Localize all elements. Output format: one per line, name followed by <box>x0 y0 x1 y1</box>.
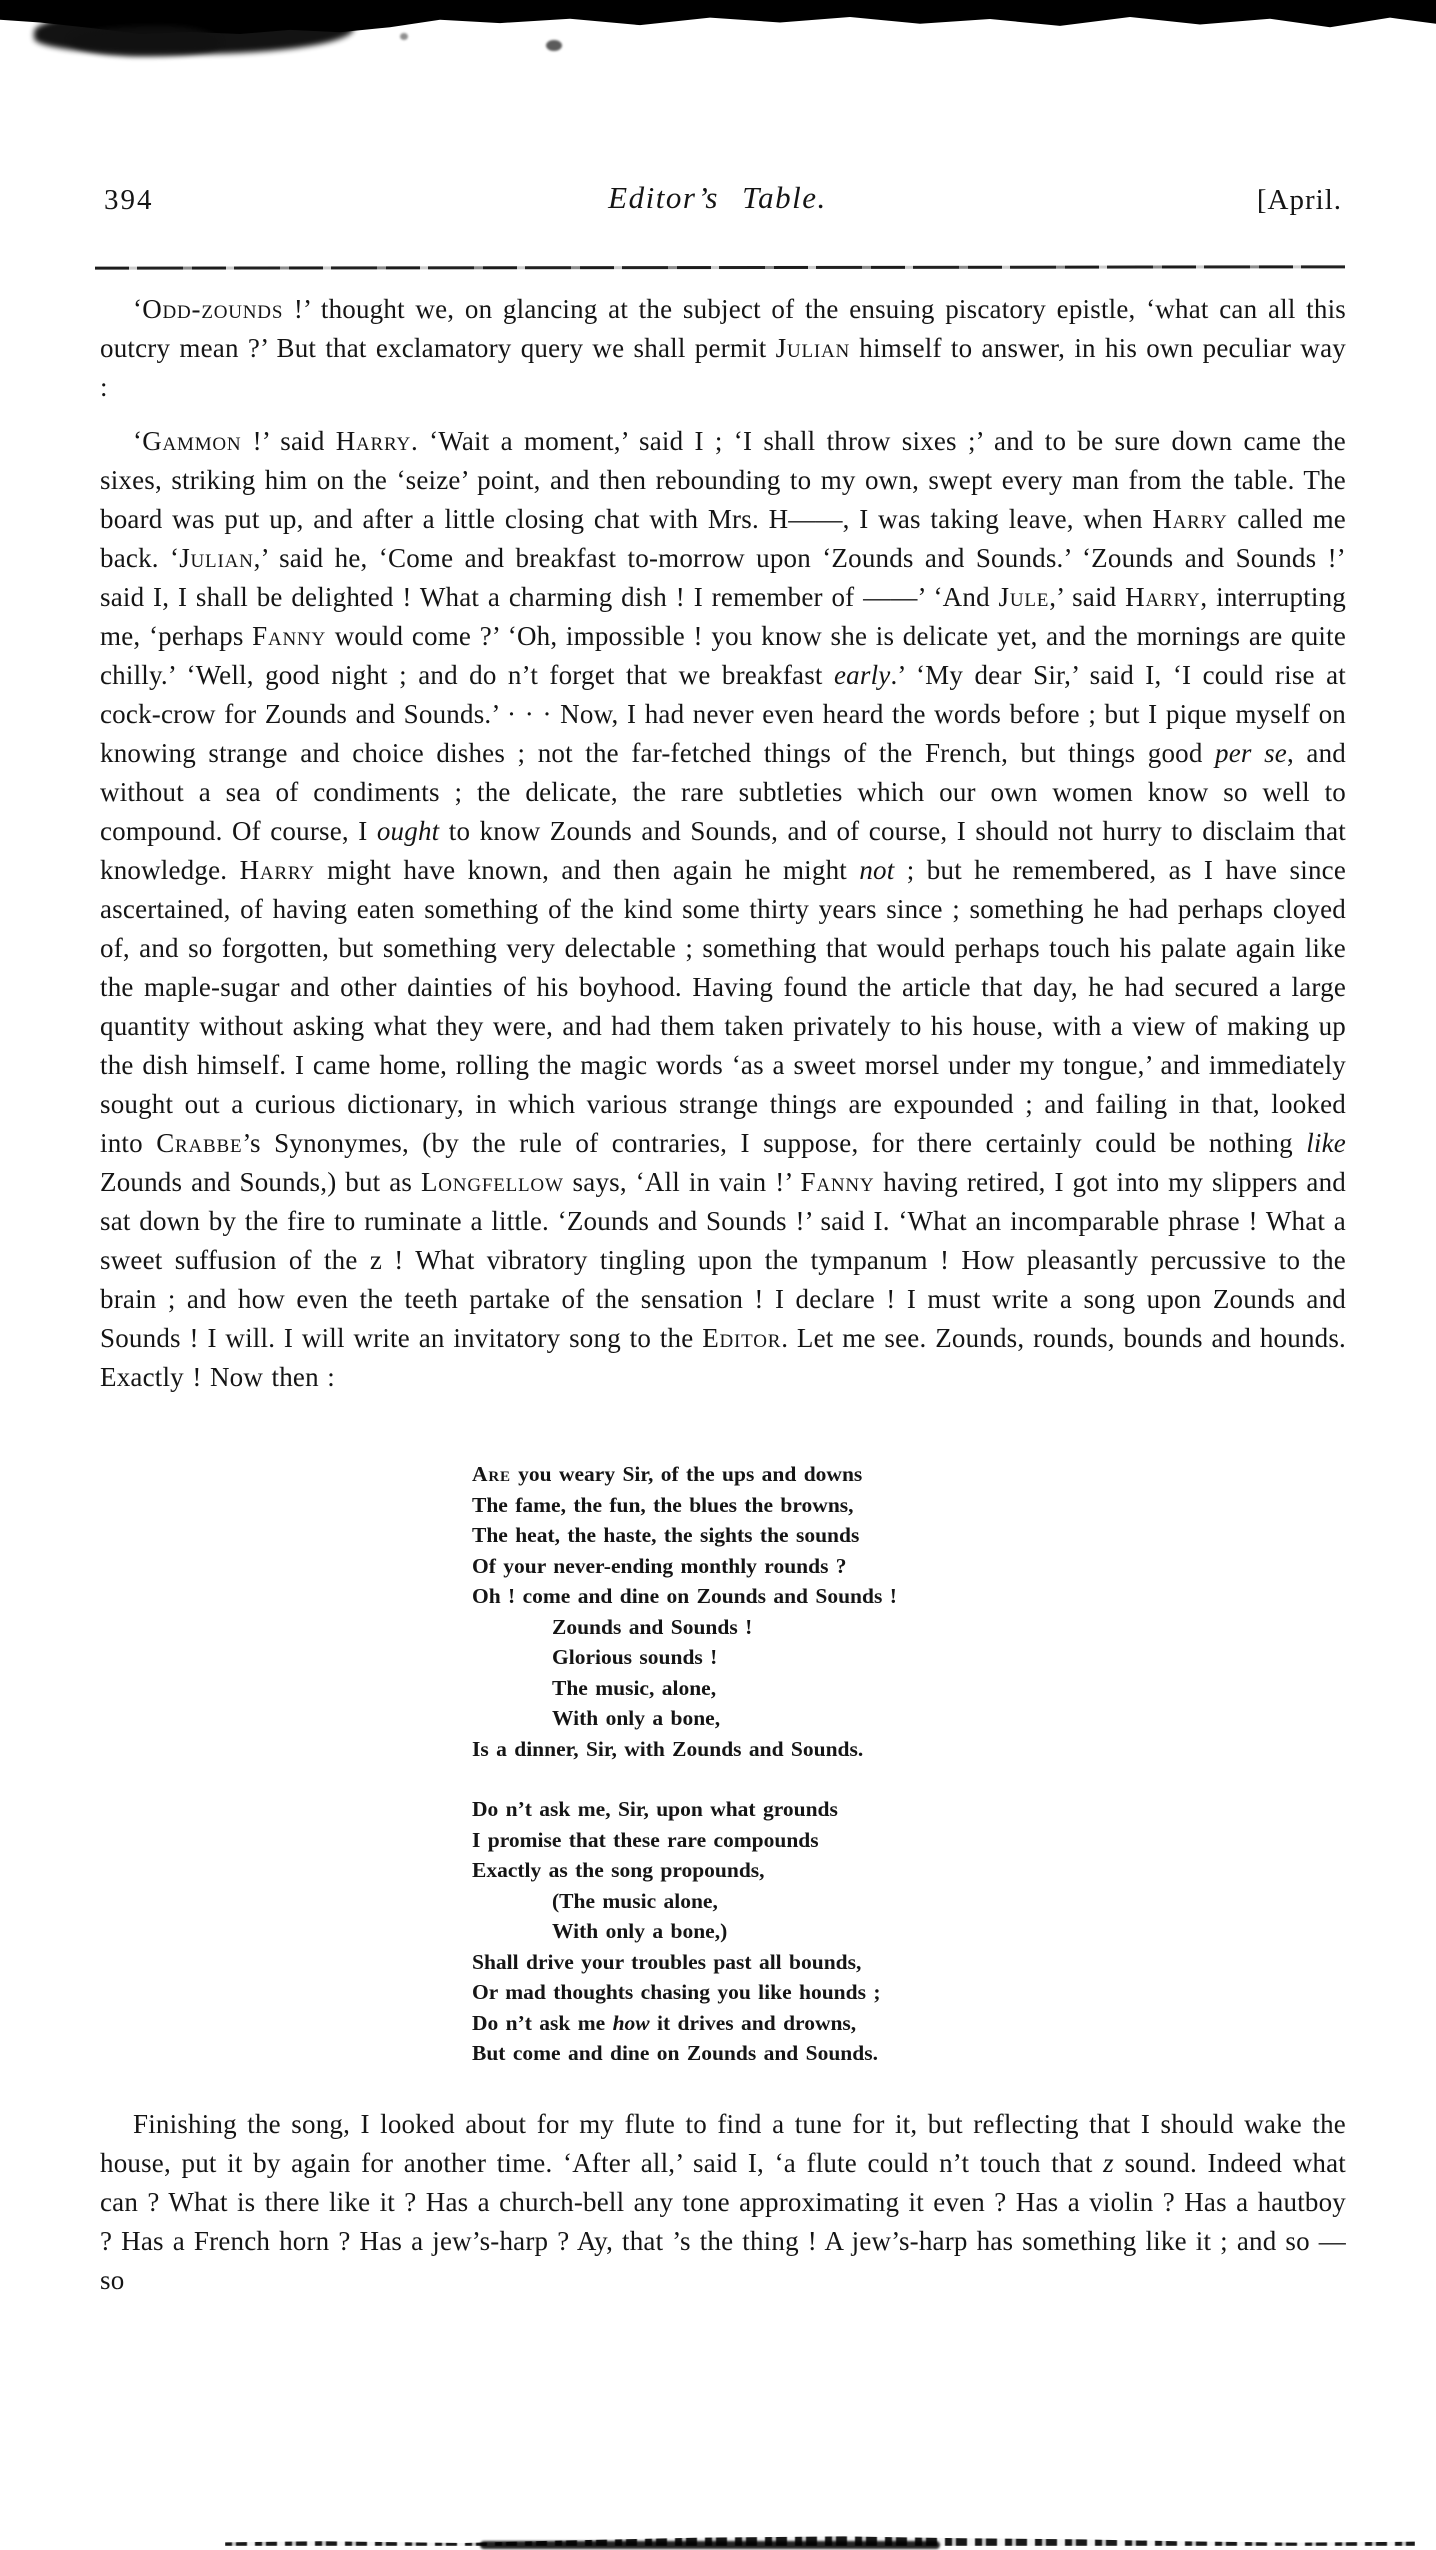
poem-line <box>472 2008 952 2039</box>
text-segment: ‘ <box>133 426 143 456</box>
text-segment: Are <box>472 1462 511 1486</box>
text-segment: The heat, the haste, the sights the sounds <box>472 1523 860 1547</box>
poem-stanza <box>472 1794 952 2069</box>
text-segment: z <box>1103 2147 1114 2178</box>
text-segment: !’ said <box>241 426 336 456</box>
text-segment: With only a bone, <box>552 1706 721 1730</box>
poem-line <box>472 1551 952 1582</box>
scan-speck <box>400 33 408 40</box>
text-segment: ,’ said <box>1049 582 1126 612</box>
article-body <box>100 290 1346 2300</box>
text-segment: . Let me see. Zounds, rounds, bounds and hounds. Exactly ! Now then : <box>100 1323 1346 1392</box>
text-segment: having retired, I got into my slippers and sat down by the fire to ruminate a little. ‘Zounds and Sounds !’ said I. ‘What an incomparable phrase ! What a sweet suffusion of the z ! What vibratory tingling upon the tympanum ! How pleasantly percussive to the brain ; and how even the teeth partake of the sensation ! I declare ! I must write a song upon Zounds and Sounds ! I will. I will write an invitatory song to the <box>100 1167 1346 1353</box>
text-segment: per se <box>1215 738 1287 768</box>
text-segment: Harry <box>1125 582 1201 612</box>
running-header <box>104 178 1344 224</box>
poem-line <box>472 1459 952 1490</box>
paragraph <box>100 422 1346 1397</box>
text-segment: Harry <box>1152 504 1228 534</box>
text-segment: ,’ said he, ‘Come and breakfast to-morrow upon ‘Zounds and Sounds.’ ‘Zounds and Sounds !’ said I, I shall be delighted ! What a charming dish ! I remember of ——’ ‘And <box>100 543 1346 612</box>
text-segment: Harry <box>335 426 411 456</box>
text-segment: , interrupting me, ‘perhaps <box>100 582 1346 651</box>
text-segment: .’ ‘My dear Sir,’ said I, ‘I could rise at cock-crow for Zounds and Sounds.’ · · · Now, I had never even heard the words before ; but I pique myself on knowing strange and choice dishes ; not the far-fetched things of the French, but things good <box>100 660 1346 768</box>
text-segment: Do n’t ask me, Sir, upon what grounds <box>472 1797 838 1821</box>
poem-line <box>472 1855 952 1886</box>
text-segment: The fame, the fun, the blues the browns, <box>472 1492 854 1517</box>
text-segment: to know Zounds and Sounds, and of course, I should not hurry to disclaim that knowledge. <box>100 816 1346 885</box>
ink-smudge <box>70 26 220 56</box>
poem-line <box>472 1734 952 1765</box>
text-segment: Of your never-ending monthly rounds ? <box>472 1553 847 1578</box>
text-segment: Zounds and Sounds ! <box>552 1614 753 1639</box>
text-segment: ought <box>376 816 440 846</box>
text-segment: Fanny <box>252 621 327 651</box>
text-segment: might have known, and then again he might <box>314 855 860 885</box>
text-segment: . ‘Wait a moment,’ said I ; ‘I shall throw sixes ;’ and to be sure down came the sixes, striking him on the ‘seize’ point, and then rebounding to my own, swept every man from the table. The board was put up, and after a little closing chat with Mrs. H——, I was taking leave, when <box>100 426 1346 534</box>
text-segment: Crabbe <box>156 1128 243 1158</box>
poem-line <box>472 1947 952 1978</box>
text-segment: early <box>834 660 891 690</box>
text-segment: Glorious sounds ! <box>552 1645 718 1669</box>
poem-line <box>472 1794 952 1825</box>
text-segment: ’s Synonymes, (by the rule of contraries, I suppose, for there certainly could be nothing <box>242 1128 1307 1158</box>
text-segment: Do n’t ask me <box>472 2010 613 2035</box>
text-segment: (The music alone, <box>552 1888 718 1913</box>
text-segment: Fanny <box>800 1167 875 1197</box>
scan-artifact-bottom-edge <box>480 2541 940 2549</box>
poem-line <box>472 1612 952 1643</box>
text-segment: called me back. ‘ <box>100 504 1346 573</box>
text-segment: Odd-zounds <box>142 294 284 324</box>
poem-stanza <box>472 1459 952 1764</box>
poem-line <box>472 2038 952 2069</box>
poem <box>472 1459 952 2069</box>
text-segment: sound. Indeed what can ? What is there like it ? Has a church-bell any tone approximating it even ? Has a violin ? Has a hautboy ? Has a French horn ? Has a jew’s-harp ? Ay, that ’s the thing ! A jew’s-harp has something like it ; and so — so <box>100 2147 1346 2295</box>
page-title: Editor’s Table. <box>608 180 827 215</box>
text-segment: Is a dinner, Sir, with Zounds and Sounds. <box>472 1736 864 1761</box>
text-segment: Shall drive your troubles past all bounds, <box>472 1949 862 1974</box>
text-segment: The music, alone, <box>552 1675 717 1700</box>
text-segment: With only a bone,) <box>552 1919 728 1943</box>
text-segment: like <box>1306 1128 1346 1158</box>
text-segment: Oh ! come and dine on Zounds and Sounds ! <box>472 1584 897 1608</box>
paragraph <box>100 2105 1346 2300</box>
text-segment: ; but he remembered, as I have since ascertained, of having eaten something of the kind some thirty years since ; something he had perhaps cloyed of, and so forgotten, but something very delectable ; something that would perhaps touch his palate again like the maple-sugar and other dainties of his boyhood. Having found the article that day, he had secured a large quantity without asking what they were, and had them taken privately to his house, with a view of making up the dish himself. I came home, rolling the magic words ‘as a sweet morsel under my tongue,’ and immediately sought out a curious dictionary, in which various strange things are expounded ; and failing in that, looked into <box>100 855 1347 1158</box>
text-segment: how <box>612 2010 650 2035</box>
poem-line <box>472 1520 952 1551</box>
text-segment: Julian <box>179 543 254 573</box>
text-segment: But come and dine on Zounds and Sounds. <box>472 2041 878 2065</box>
text-segment: would come ?’ ‘Oh, impossible ! you know she is delicate yet, and the mornings are quite chilly.’ ‘Well, good night ; and do n’t forget that we breakfast <box>100 621 1346 690</box>
scan-speck <box>546 40 562 51</box>
poem-line <box>472 1977 952 2008</box>
poem-line <box>472 1916 952 1947</box>
page-number: 394 <box>104 184 154 216</box>
text-segment: ‘ <box>133 294 143 324</box>
text-segment: you weary Sir, of the ups and downs <box>510 1462 863 1486</box>
paragraph <box>100 290 1346 407</box>
text-segment: not <box>859 855 895 885</box>
poem-line <box>472 1703 952 1734</box>
text-segment: Zounds and Sounds,) but as <box>100 1167 421 1197</box>
poem-line <box>472 1825 952 1856</box>
text-segment: Or mad thoughts chasing you like hounds ; <box>472 1980 881 2004</box>
text-segment: Gammon <box>142 426 242 456</box>
text-segment: says, ‘All in vain !’ <box>563 1167 801 1197</box>
text-segment: Exactly as the song propounds, <box>472 1858 765 1882</box>
header-rule <box>95 265 1345 269</box>
text-segment: !’ thought we, on glancing at the subject of the ensuing piscatory epistle, ‘what can all this outcry mean ?’ But that exclamatory query we shall permit <box>100 294 1346 363</box>
text-segment: Longfellow <box>420 1167 564 1197</box>
text-segment: I promise that these rare compounds <box>472 1827 819 1852</box>
poem-line <box>472 1642 952 1673</box>
poem-line <box>472 1581 952 1612</box>
issue-date: [April. <box>1256 184 1342 216</box>
text-segment: Jule <box>998 582 1050 612</box>
text-segment: Editor <box>702 1323 782 1353</box>
text-segment: , and without a sea of condiments ; the delicate, the rare subtleties which our own women know so well to compound. Of course, I <box>100 738 1347 846</box>
text-segment: himself to answer, in his own peculiar way : <box>100 333 1346 402</box>
text-segment: Julian <box>775 333 851 363</box>
text-segment: Finishing the song, I looked about for my flute to find a tune for it, but reflecting that I should wake the house, put it by again for another time. ‘After all,’ said I, ‘a flute could n’t touch that <box>100 2108 1346 2178</box>
text-segment: Harry <box>239 855 315 885</box>
text-segment: it drives and drowns, <box>649 2010 857 2035</box>
poem-line <box>472 1673 952 1704</box>
poem-line <box>472 1886 952 1917</box>
poem-line <box>472 1490 952 1521</box>
